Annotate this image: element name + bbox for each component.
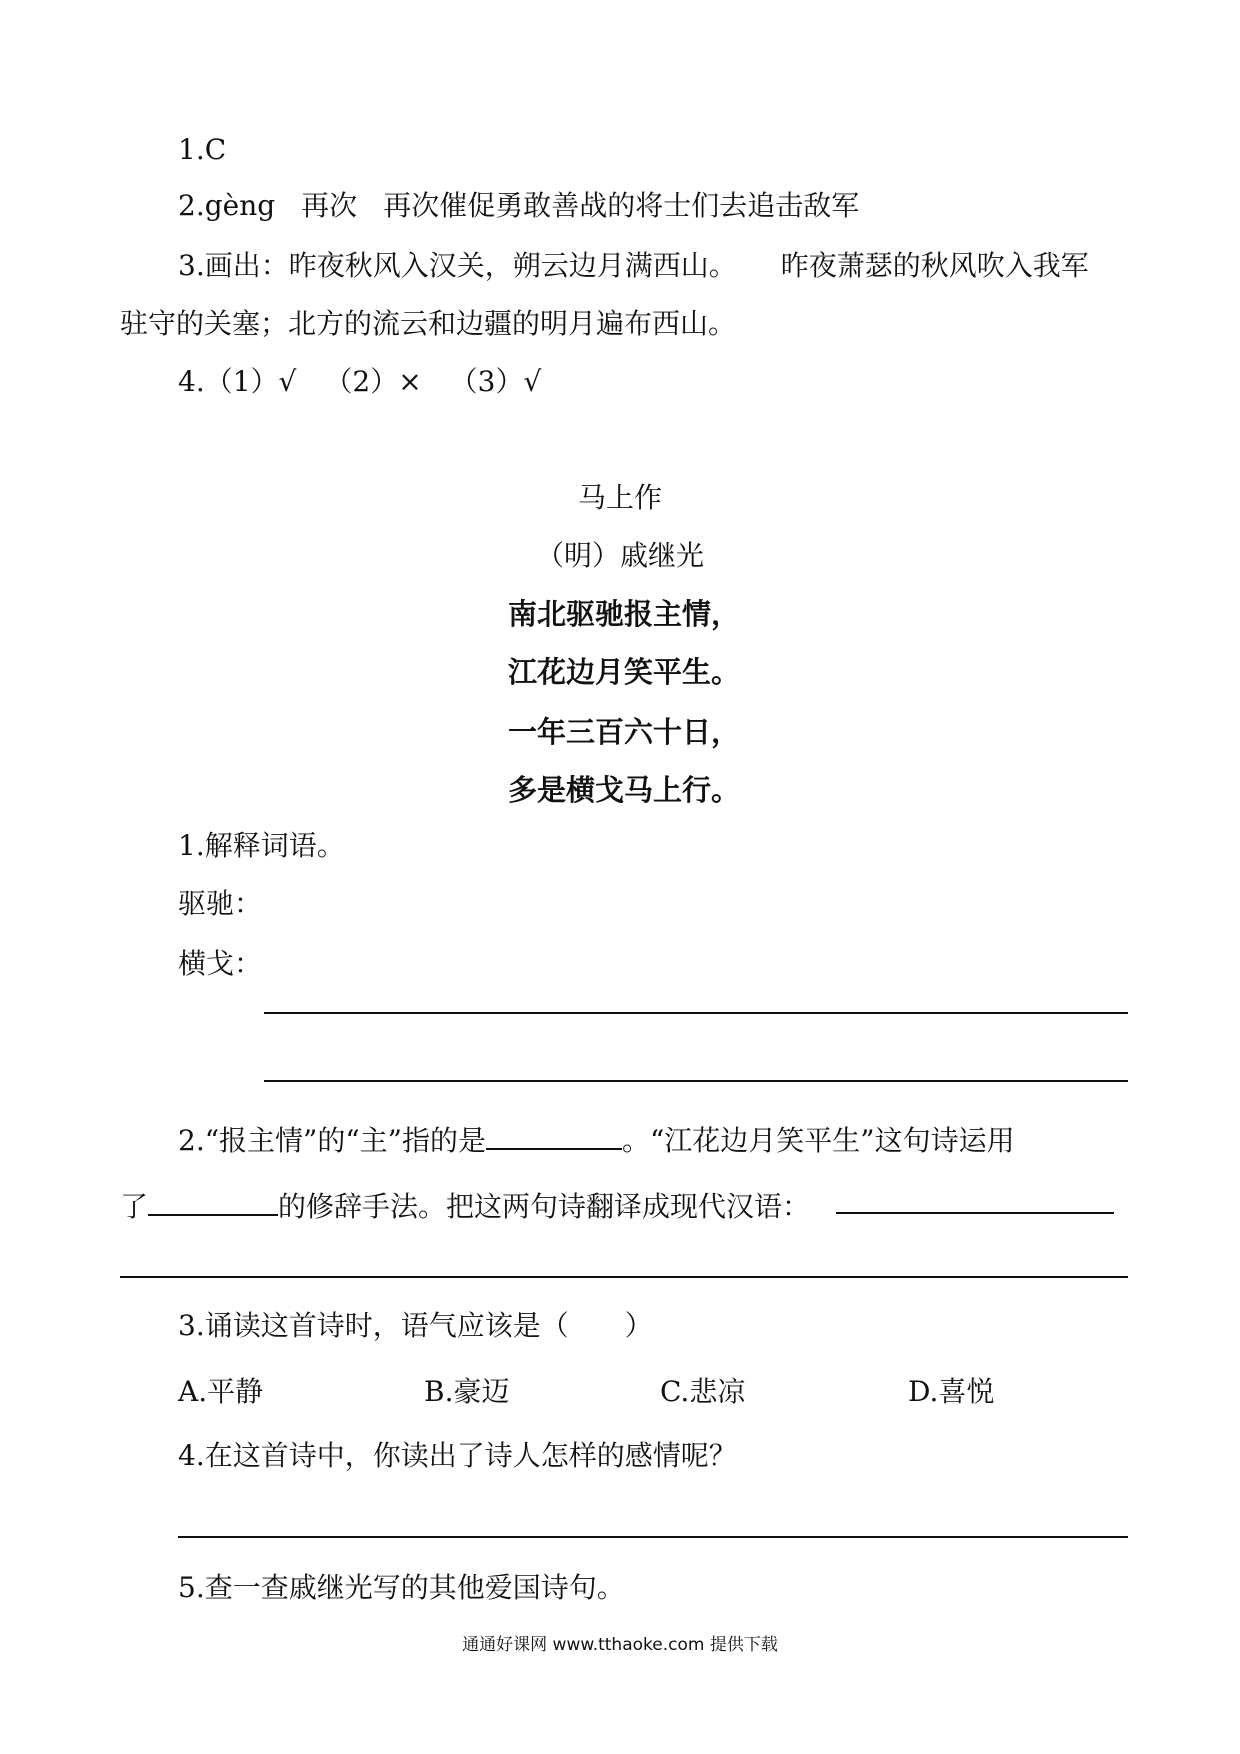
- question-1: 1.解释词语。: [178, 829, 345, 862]
- answer-2-pinyin: 2.gèng: [178, 189, 276, 222]
- poem-line-3: 一年三百六十日，: [508, 715, 741, 749]
- term-label-hengge: 横戈：: [178, 947, 263, 980]
- question-5: 5.查一查戚继光写的其他爱国诗句。: [178, 1571, 625, 1604]
- question-3: 3.诵读这首诗时，语气应该是（ ）: [178, 1309, 653, 1342]
- question-2-text-1: 2.“报主情”的“主”指的是: [178, 1124, 486, 1157]
- answer-4-item-2: （2）×: [324, 365, 422, 398]
- answer-line-hengge[interactable]: [264, 1080, 1128, 1082]
- question-2-line2: [120, 1184, 810, 1227]
- answer-4-label: 4.: [178, 365, 205, 398]
- answer-1: 1.C: [178, 133, 227, 166]
- answer-3-marked: 3.画出：昨夜秋风入汉关，朔云边月满西山。: [178, 249, 737, 282]
- blank-rhetoric[interactable]: [148, 1184, 278, 1216]
- question-2-text-2: 。“江花边月笑平生”这句诗运用: [621, 1124, 1015, 1157]
- answer-line-quchi[interactable]: [264, 1012, 1128, 1014]
- answer-2-meaning: 再次: [301, 189, 358, 222]
- question-2-text-4: 的修辞手法。把这两句诗翻译成现代汉语：: [278, 1190, 811, 1223]
- poem-title: 马上作: [577, 481, 662, 514]
- poem-line-2: 江花边月笑平生。: [508, 655, 741, 689]
- answer-3-translation-start: 昨夜萧瑟的秋风吹入我军: [780, 249, 1089, 282]
- option-c[interactable]: C.悲凉: [660, 1375, 746, 1408]
- question-4: 4.在这首诗中，你读出了诗人怎样的感情呢？: [178, 1439, 737, 1472]
- translation-blank-2[interactable]: [120, 1276, 1128, 1278]
- question-2-text-3: 了: [120, 1190, 149, 1223]
- answer-4-item-1: （1）√: [204, 365, 297, 398]
- blank-zhu[interactable]: [486, 1118, 622, 1150]
- option-a[interactable]: A.平静: [178, 1375, 264, 1408]
- question-2-line1: [178, 1118, 1015, 1161]
- answer-4-item-3: （3）√: [449, 365, 542, 398]
- poem-author: （明）戚继光: [535, 539, 704, 572]
- option-d[interactable]: D.喜悦: [908, 1375, 995, 1408]
- option-b[interactable]: B.豪迈: [424, 1375, 510, 1408]
- poem-line-1: 南北驱驰报主情，: [508, 597, 741, 631]
- answer-3-line1: [178, 246, 1089, 286]
- term-label-quchi: 驱驰：: [178, 887, 263, 920]
- poem-line-4: 多是横戈马上行。: [508, 773, 741, 807]
- footer-credit: 通通好课网 www.tthaoke.com 提供下载: [462, 1635, 778, 1655]
- answer-line-q4[interactable]: [178, 1536, 1128, 1538]
- answer-2-translation: 再次催促勇敢善战的将士们去追击敌军: [383, 189, 860, 222]
- translation-blank-1[interactable]: [836, 1212, 1114, 1214]
- answer-4: [178, 362, 541, 402]
- answer-3-line2: 驻守的关塞；北方的流云和边疆的明月遍布西山。: [120, 307, 737, 340]
- answer-2: [178, 186, 859, 226]
